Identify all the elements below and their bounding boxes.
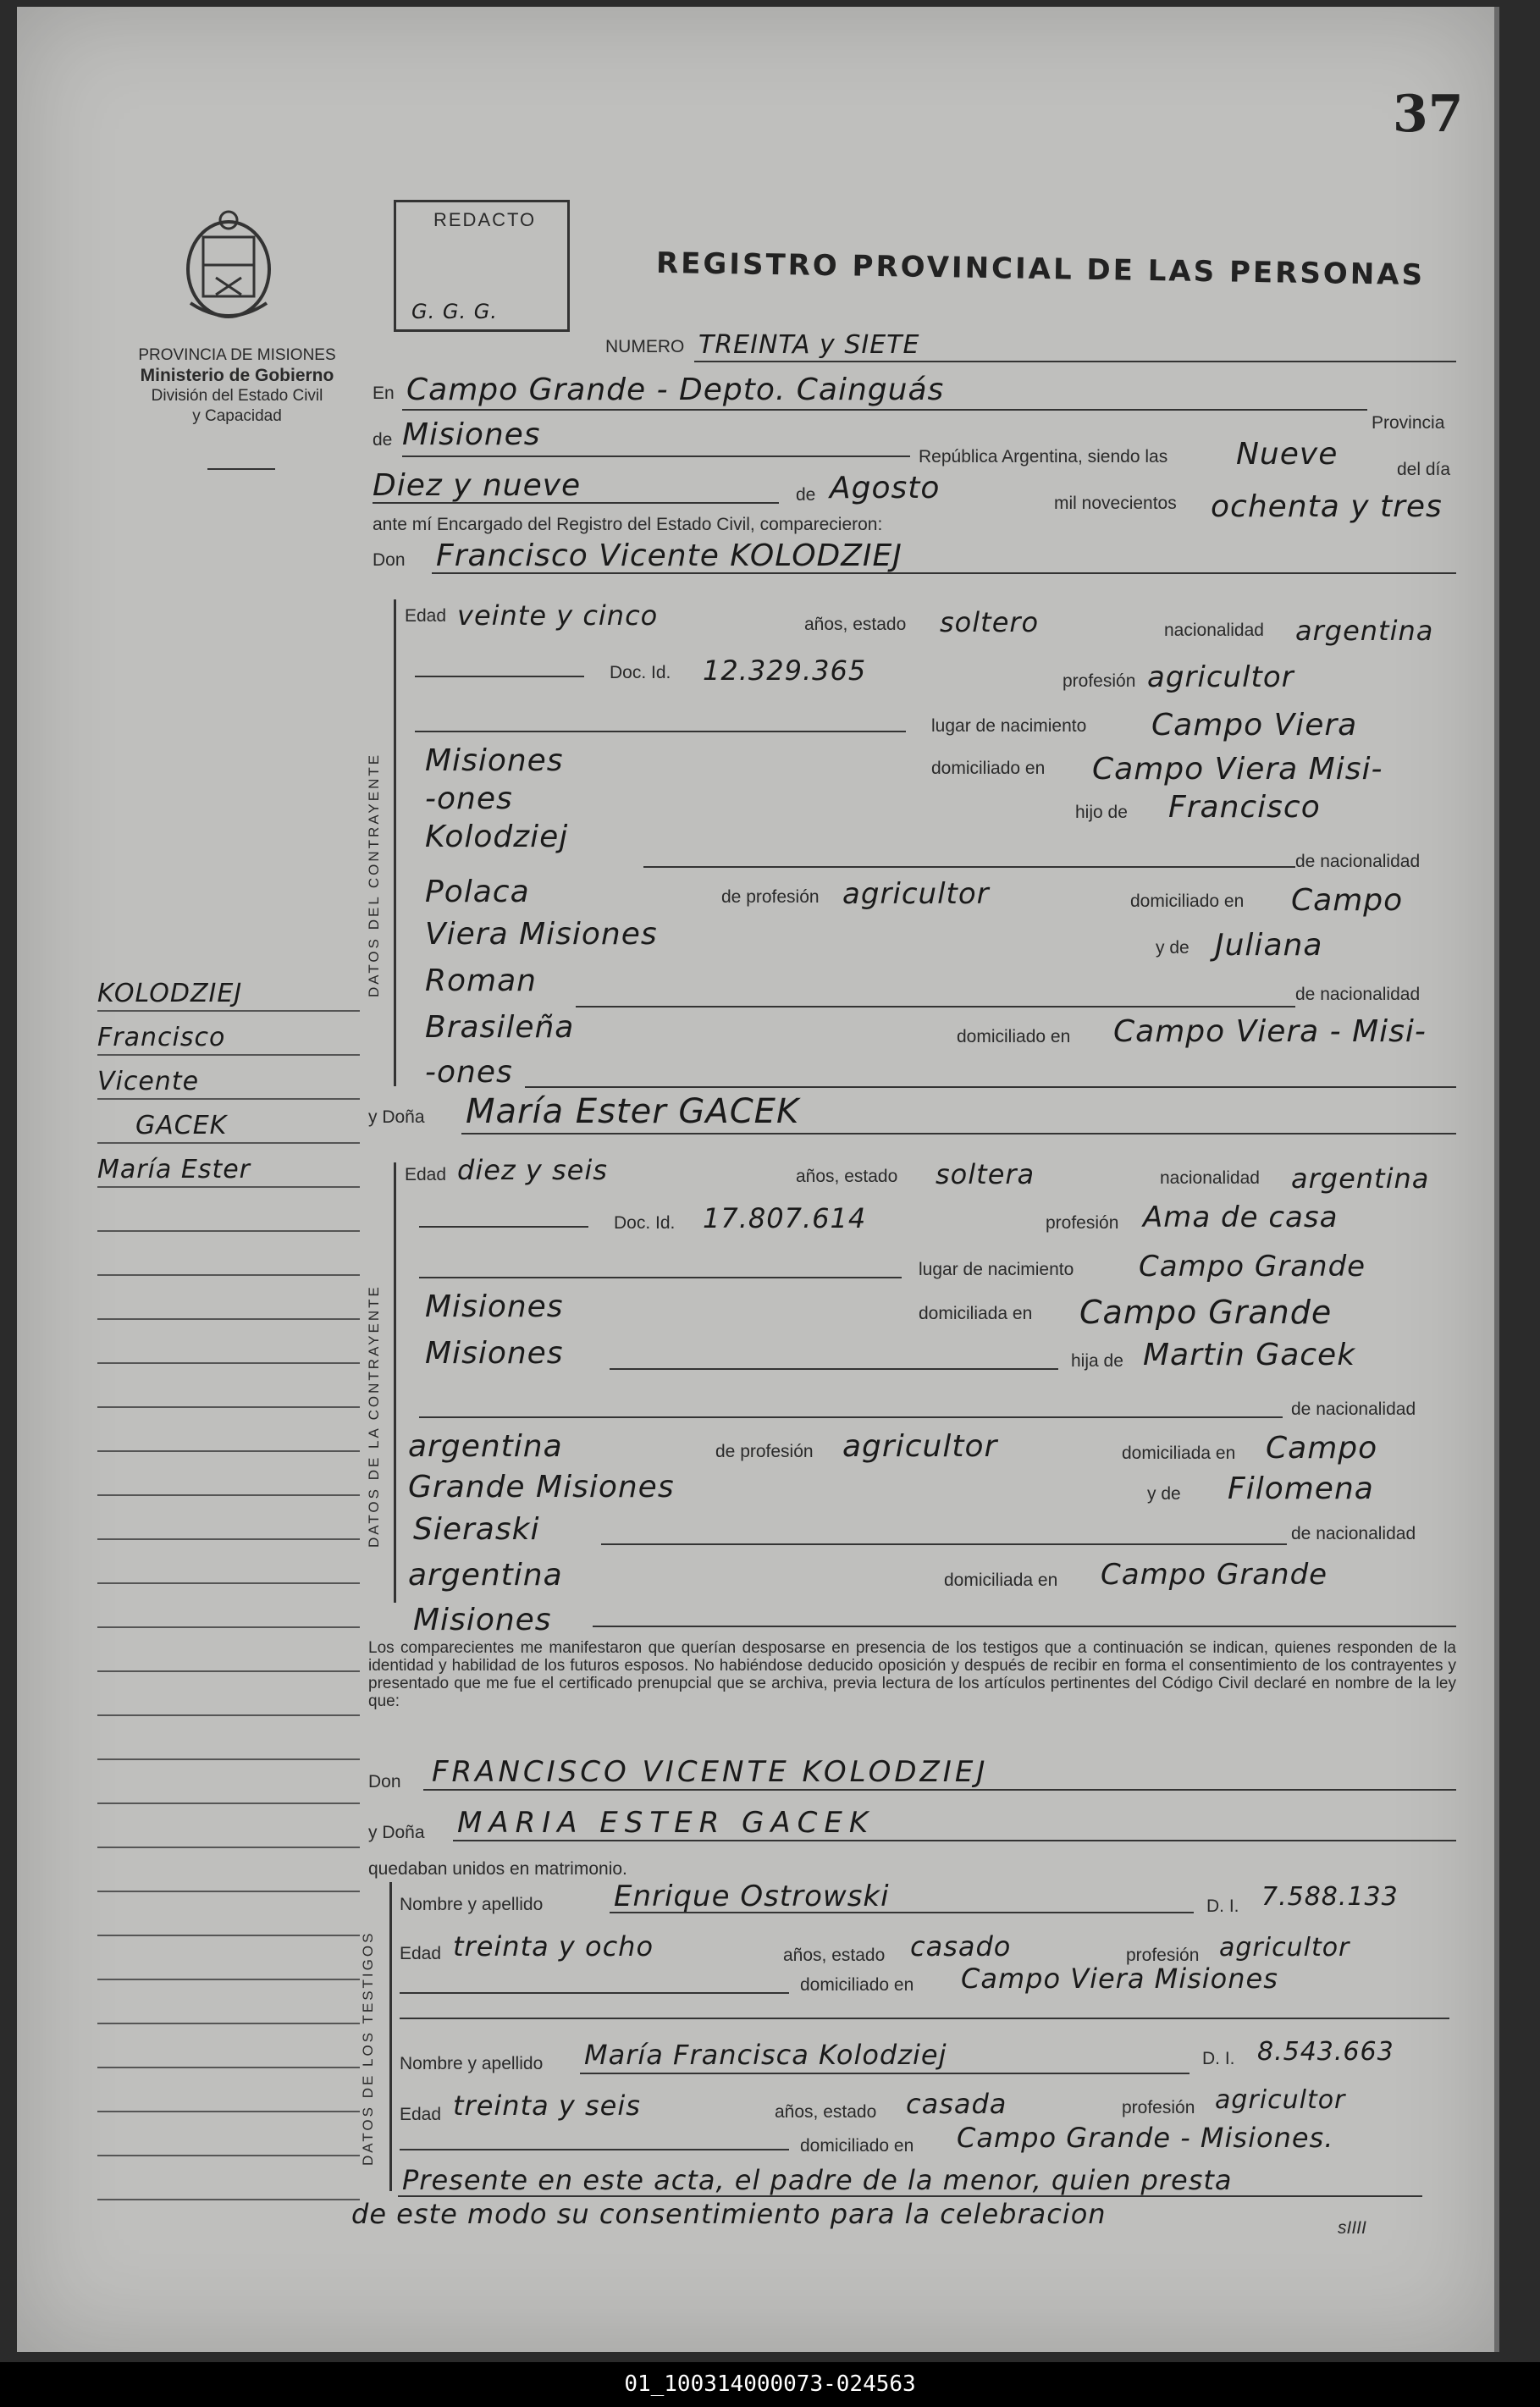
witness-box-border bbox=[389, 1882, 392, 2191]
en-label: En bbox=[373, 384, 395, 403]
margin-rule bbox=[97, 1758, 360, 1760]
w1-name-label: Nombre y apellido bbox=[400, 1895, 544, 1914]
w2-prof-label: profesión bbox=[1122, 2098, 1195, 2117]
margin-bride-surname: GACEK bbox=[135, 1111, 228, 1140]
groom-mother-nationality: Brasileña bbox=[425, 1010, 575, 1045]
margin-surname: KOLODZIEJ bbox=[97, 979, 243, 1008]
bride-father-line bbox=[419, 1416, 1283, 1418]
ante-label: ante mí Encargado del Registro del Estado Civil, comparecieron: bbox=[373, 515, 883, 534]
agency-rule bbox=[207, 468, 275, 470]
groom-father-2: Kolodziej bbox=[425, 820, 569, 854]
bride-father-dom-label: domiciliada en bbox=[1122, 1444, 1236, 1463]
margin-bride-given: María Ester bbox=[97, 1155, 251, 1184]
groom-nationality: argentina bbox=[1295, 615, 1434, 647]
margin-rule bbox=[97, 1847, 360, 1848]
groom-yde-label: y de bbox=[1156, 938, 1189, 958]
groom-age: veinte y cinco bbox=[457, 599, 659, 632]
bride-mother-2: Sieraski bbox=[413, 1512, 540, 1547]
decl-bride: MARIA ESTER GACEK bbox=[457, 1806, 875, 1840]
margin-rule bbox=[97, 1142, 360, 1144]
agency-province: PROVINCIA DE MISIONES bbox=[138, 346, 336, 364]
place-line bbox=[402, 409, 1367, 411]
register-page bbox=[17, 7, 1499, 2352]
bride-mother-line bbox=[601, 1543, 1287, 1545]
w1-di: 7.588.133 bbox=[1261, 1882, 1399, 1912]
w1-address: Campo Viera Misiones bbox=[961, 1963, 1278, 1995]
declaration-text: Los comparecientes me manifestaron que querían desposarse en presencia de los testigos que a continuación se indican, quienes responden de la identidad y habilidad de los futuros esposos. No habiéndose deducido oposición y después de recibir en forma el consentimiento de los contrayentes y presentado que me fue el certificado prenupcial que se archiva, previa lectura de los artículos pertinentes del Código Civil declaré en nombre de la ley que: bbox=[368, 1639, 1456, 1710]
groom-birthplace-1: Campo Viera bbox=[1151, 708, 1358, 743]
groom-father-nationality: Polaca bbox=[425, 875, 530, 909]
margin-rule bbox=[97, 1802, 360, 1804]
bride-yde-label: y de bbox=[1147, 1484, 1181, 1504]
bride-address-2: Misiones bbox=[425, 1336, 564, 1371]
margin-rule bbox=[97, 1406, 360, 1408]
w1-status: casado bbox=[910, 1930, 1012, 1963]
groom-address-2: -ones bbox=[425, 781, 513, 816]
groom-father-address-2: Viera Misiones bbox=[425, 917, 658, 952]
decl-don-label: Don bbox=[368, 1772, 401, 1791]
province-line bbox=[402, 455, 910, 457]
redacto-box bbox=[394, 200, 570, 332]
margin-rule bbox=[97, 1670, 360, 1672]
groom-nac-label: nacionalidad bbox=[1164, 621, 1264, 640]
bride-box-border bbox=[394, 1162, 396, 1603]
bride-mother-dom-label: domiciliada en bbox=[944, 1571, 1058, 1590]
groom-father-profession: agricultor bbox=[842, 877, 990, 911]
margin-rule bbox=[97, 1362, 360, 1364]
w2-status: casada bbox=[906, 2088, 1007, 2120]
bride-name-line bbox=[461, 1133, 1456, 1134]
bride-birthplace-1: Campo Grande bbox=[1139, 1250, 1366, 1284]
w2-di-label: D. I. bbox=[1202, 2049, 1235, 2068]
margin-rule bbox=[97, 2023, 360, 2024]
redacto-initials: G. G. G. bbox=[411, 300, 498, 323]
day-line bbox=[373, 502, 779, 504]
bride-status: soltera bbox=[936, 1158, 1035, 1190]
w2-dom-pre-line bbox=[400, 2149, 789, 2150]
groom-father-dom-label: domiciliado en bbox=[1130, 892, 1245, 911]
bride-profession: Ama de casa bbox=[1143, 1201, 1339, 1234]
groom-father-address-1: Campo bbox=[1291, 883, 1404, 918]
margin-given-1: Francisco bbox=[97, 1023, 226, 1052]
numero-line bbox=[694, 361, 1456, 362]
groom-name-line bbox=[432, 572, 1456, 574]
w2-edad-label: Edad bbox=[400, 2105, 442, 2124]
groom-mother-nac-label: de nacionalidad bbox=[1295, 985, 1421, 1004]
bride-mother-address-1: Campo Grande bbox=[1101, 1558, 1328, 1592]
bride-father-address-1: Campo bbox=[1266, 1431, 1378, 1466]
bride-father-address-2: Grande Misiones bbox=[408, 1470, 675, 1504]
decl-dona-label: y Doña bbox=[368, 1823, 425, 1842]
margin-rule bbox=[97, 1450, 360, 1452]
provincial-crest-icon bbox=[174, 202, 284, 328]
groom-status: soltero bbox=[940, 606, 1040, 638]
groom-father-1: Francisco bbox=[1168, 790, 1321, 825]
bride-address-line bbox=[610, 1368, 1058, 1370]
register-title: REGISTRO PROVINCIAL DE LAS PERSONAS bbox=[655, 246, 1426, 293]
groom-prof-label: profesión bbox=[1063, 671, 1136, 691]
dona-label: y Doña bbox=[368, 1107, 425, 1127]
bride-father-nac-label: de nacionalidad bbox=[1291, 1399, 1416, 1419]
groom-doc-label: Doc. Id. bbox=[610, 663, 671, 682]
bride-address-1: Campo Grande bbox=[1079, 1294, 1333, 1331]
groom-hijo-label: hijo de bbox=[1075, 803, 1128, 822]
bride-dom-label: domiciliada en bbox=[919, 1304, 1033, 1323]
groom-edad-label: Edad bbox=[405, 606, 447, 626]
groom-dom-label: domiciliado en bbox=[931, 759, 1046, 778]
bride-nationality: argentina bbox=[1291, 1162, 1430, 1195]
w1-name: Enrique Ostrowski bbox=[614, 1880, 890, 1913]
bride-edad-label: Edad bbox=[405, 1165, 447, 1184]
agency-block bbox=[97, 345, 377, 427]
margin-rule bbox=[97, 1494, 360, 1496]
mil-label: mil novecientos bbox=[1054, 494, 1177, 513]
groom-mother-2: Roman bbox=[425, 963, 537, 998]
w2-anios-label: años, estado bbox=[775, 2102, 877, 2122]
margin-rule bbox=[97, 1054, 360, 1056]
w1-name-line bbox=[610, 1912, 1194, 1913]
w2-address: Campo Grande - Misiones. bbox=[957, 2122, 1334, 2154]
decl-groom-line bbox=[423, 1789, 1456, 1791]
decl-bride-line bbox=[453, 1840, 1456, 1841]
groom-birth-pre-line bbox=[415, 731, 906, 732]
w2-profession: agricultor bbox=[1215, 2085, 1346, 2115]
margin-given-2: Vicente bbox=[97, 1067, 200, 1096]
w1-age: treinta y ocho bbox=[453, 1930, 654, 1963]
groom-end-line bbox=[525, 1086, 1456, 1088]
bride-end-line bbox=[593, 1626, 1456, 1627]
bride-anios-label: años, estado bbox=[796, 1167, 898, 1186]
decl-unidos: quedaban unidos en matrimonio. bbox=[368, 1859, 627, 1879]
bride-doc-label: Doc. Id. bbox=[614, 1213, 676, 1233]
margin-rule bbox=[97, 1891, 360, 1892]
w2-name: María Francisca Kolodziej bbox=[584, 2039, 947, 2071]
closing-line-2: de este modo su consentimiento para la celebracion bbox=[351, 2198, 1107, 2230]
w2-age: treinta y seis bbox=[453, 2090, 641, 2122]
bride-father-nationality: argentina bbox=[408, 1429, 563, 1464]
w2-di: 8.543.663 bbox=[1257, 2037, 1394, 2067]
groom-father-prof-label: de profesión bbox=[721, 887, 820, 907]
closing-line-1: Presente en este acta, el padre de la menor, quien presta bbox=[402, 2164, 1233, 2196]
margin-rule bbox=[97, 1186, 360, 1188]
republica-label: República Argentina, siendo las bbox=[919, 447, 1168, 466]
margin-rule bbox=[97, 2111, 360, 2112]
act-number: TREINTA y SIETE bbox=[698, 330, 920, 360]
w1-anios-label: años, estado bbox=[783, 1946, 886, 1965]
bride-doc: 17.807.614 bbox=[703, 1202, 867, 1234]
bride-father: Martin Gacek bbox=[1143, 1338, 1356, 1372]
bride-mother-nac-label: de nacionalidad bbox=[1291, 1524, 1416, 1543]
redacto-label: REDACTO bbox=[433, 209, 537, 230]
witness-side-label: DATOS DE LOS TESTIGOS bbox=[360, 1930, 376, 2166]
margin-rule bbox=[97, 1230, 360, 1232]
bride-hija-label: hija de bbox=[1071, 1351, 1123, 1371]
de-label: de bbox=[373, 430, 393, 450]
bride-mother-1: Filomena bbox=[1228, 1471, 1374, 1506]
margin-rule bbox=[97, 1274, 360, 1276]
bride-nac-label: nacionalidad bbox=[1160, 1168, 1260, 1188]
groom-box-border bbox=[394, 599, 396, 1086]
margin-rule bbox=[97, 2067, 360, 2068]
groom-mother-line bbox=[576, 1006, 1295, 1008]
groom-doc-pre-line bbox=[415, 676, 584, 677]
bride-birth-pre-line bbox=[419, 1277, 902, 1278]
margin-rule bbox=[97, 1098, 360, 1100]
provincia-label: Provincia bbox=[1372, 413, 1445, 433]
margin-rule bbox=[97, 2155, 360, 2156]
groom-birthplace-2: Misiones bbox=[425, 743, 564, 778]
bride-father-profession: agricultor bbox=[842, 1429, 998, 1464]
groom-mother-address-1: Campo Viera - Misi- bbox=[1113, 1014, 1427, 1049]
continues-mark: sIIII bbox=[1338, 2218, 1366, 2238]
groom-name: Francisco Vicente KOLODZIEJ bbox=[436, 538, 902, 573]
act-hour: Nueve bbox=[1236, 437, 1339, 472]
bride-mother-address-2: Misiones bbox=[413, 1603, 552, 1637]
bride-name: María Ester GACEK bbox=[466, 1092, 800, 1131]
groom-birth-label: lugar de nacimiento bbox=[931, 716, 1087, 736]
groom-profession: agricultor bbox=[1147, 660, 1294, 694]
margin-rule bbox=[97, 1318, 360, 1320]
groom-father-nac-label: de nacionalidad bbox=[1295, 852, 1421, 871]
bride-birth-label: lugar de nacimiento bbox=[919, 1260, 1074, 1279]
folio-number: 37 bbox=[1393, 85, 1464, 144]
margin-rule bbox=[97, 1714, 360, 1716]
numero-label: NUMERO bbox=[605, 337, 685, 356]
groom-mother-address-2: -ones bbox=[425, 1055, 513, 1090]
w1-edad-label: Edad bbox=[400, 1944, 442, 1963]
act-place: Campo Grande - Depto. Cainguás bbox=[406, 373, 945, 407]
bride-birthplace-2: Misiones bbox=[425, 1289, 564, 1324]
bride-doc-pre-line bbox=[419, 1226, 588, 1228]
del-dia-label: del día bbox=[1397, 460, 1451, 479]
margin-rule bbox=[97, 2199, 360, 2200]
act-day: Diez y nueve bbox=[373, 468, 582, 503]
agency-capacity: y Capacidad bbox=[192, 407, 282, 425]
decl-groom: FRANCISCO VICENTE KOLODZIEJ bbox=[432, 1755, 989, 1789]
margin-rule bbox=[97, 1010, 360, 1012]
w1-prof-label: profesión bbox=[1126, 1946, 1200, 1965]
bride-father-prof-label: de profesión bbox=[715, 1442, 814, 1461]
groom-side-label: DATOS DEL CONTRAYENTE bbox=[366, 752, 382, 997]
margin-rule bbox=[97, 1582, 360, 1584]
w2-dom-label: domiciliado en bbox=[800, 2136, 914, 2156]
groom-mother-1: Juliana bbox=[1215, 928, 1323, 963]
w1-dom-pre-line bbox=[400, 1992, 789, 1994]
bride-side-label: DATOS DE LA CONTRAYENTE bbox=[366, 1284, 382, 1548]
province-name: Misiones bbox=[402, 417, 541, 452]
don-label: Don bbox=[373, 550, 406, 570]
margin-rule bbox=[97, 1626, 360, 1628]
groom-father-line bbox=[643, 866, 1295, 868]
margin-rule bbox=[97, 1979, 360, 1980]
margin-rule bbox=[97, 1538, 360, 1540]
w1-di-label: D. I. bbox=[1206, 1896, 1239, 1916]
bride-age: diez y seis bbox=[457, 1154, 608, 1186]
w2-name-label: Nombre y apellido bbox=[400, 2054, 544, 2073]
agency-ministry: Ministerio de Gobierno bbox=[140, 366, 334, 385]
w1-profession: agricultor bbox=[1219, 1933, 1350, 1963]
bride-mother-nationality: argentina bbox=[408, 1558, 563, 1593]
groom-anios-label: años, estado bbox=[804, 615, 907, 634]
image-id-strip: 01_100314000073-024563 bbox=[0, 2362, 1540, 2407]
act-month: Agosto bbox=[830, 471, 941, 505]
groom-mother-dom-label: domiciliado en bbox=[957, 1027, 1071, 1046]
margin-rule bbox=[97, 1935, 360, 1936]
groom-address-1: Campo Viera Misi- bbox=[1092, 752, 1383, 787]
w1-dom-label: domiciliado en bbox=[800, 1975, 914, 1995]
w1-end-line bbox=[400, 2018, 1449, 2019]
bride-prof-label: profesión bbox=[1046, 1213, 1119, 1233]
agency-division: División del Estado Civil bbox=[151, 387, 323, 405]
closing-line-1-rule bbox=[398, 2195, 1422, 2197]
act-year: ochenta y tres bbox=[1211, 489, 1443, 524]
groom-doc: 12.329.365 bbox=[703, 654, 867, 687]
de-mes-label: de bbox=[796, 485, 816, 505]
w2-name-line bbox=[580, 2073, 1189, 2074]
